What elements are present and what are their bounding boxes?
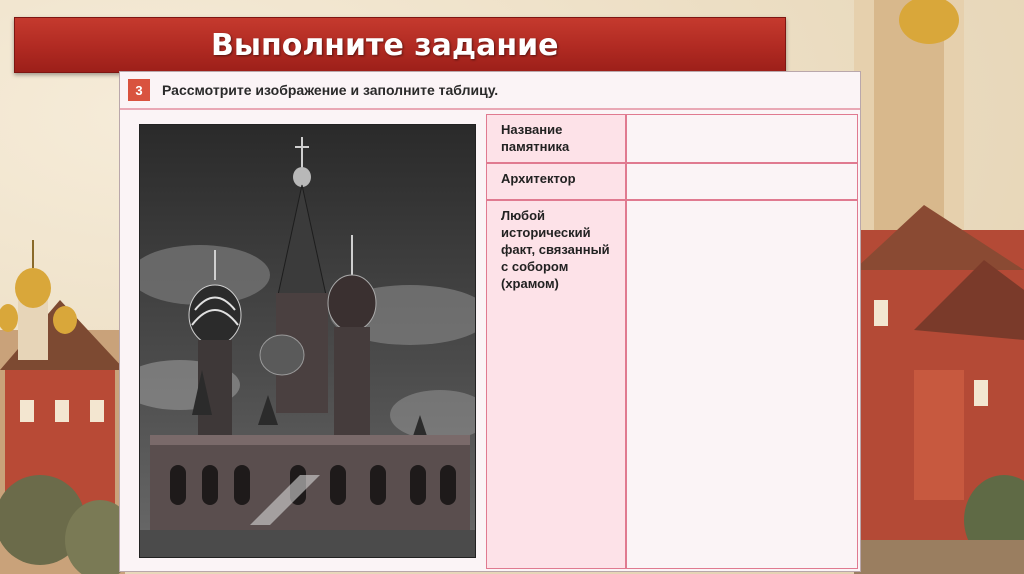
left-background-buildings	[0, 0, 125, 574]
title-banner	[14, 17, 786, 73]
monument-name-field[interactable]	[626, 114, 858, 163]
header-divider	[120, 108, 860, 110]
cathedral-illustration	[140, 125, 475, 557]
page-title: Выполните задание	[211, 27, 559, 63]
task-number-badge: 3	[128, 79, 150, 101]
cathedral-photo	[139, 124, 476, 558]
task-instruction: Рассмотрите изображение и заполните таблицу.	[162, 82, 499, 98]
architect-field[interactable]	[626, 163, 858, 200]
task-header	[128, 78, 498, 102]
table-row-label: Любой исторический факт, связанный с собором (храмом)	[486, 200, 626, 569]
table-row-label: Архитектор	[486, 163, 626, 200]
right-background-buildings	[854, 0, 1024, 574]
table-row-label: Название памятника	[486, 114, 626, 163]
historical-fact-field[interactable]	[626, 200, 858, 569]
